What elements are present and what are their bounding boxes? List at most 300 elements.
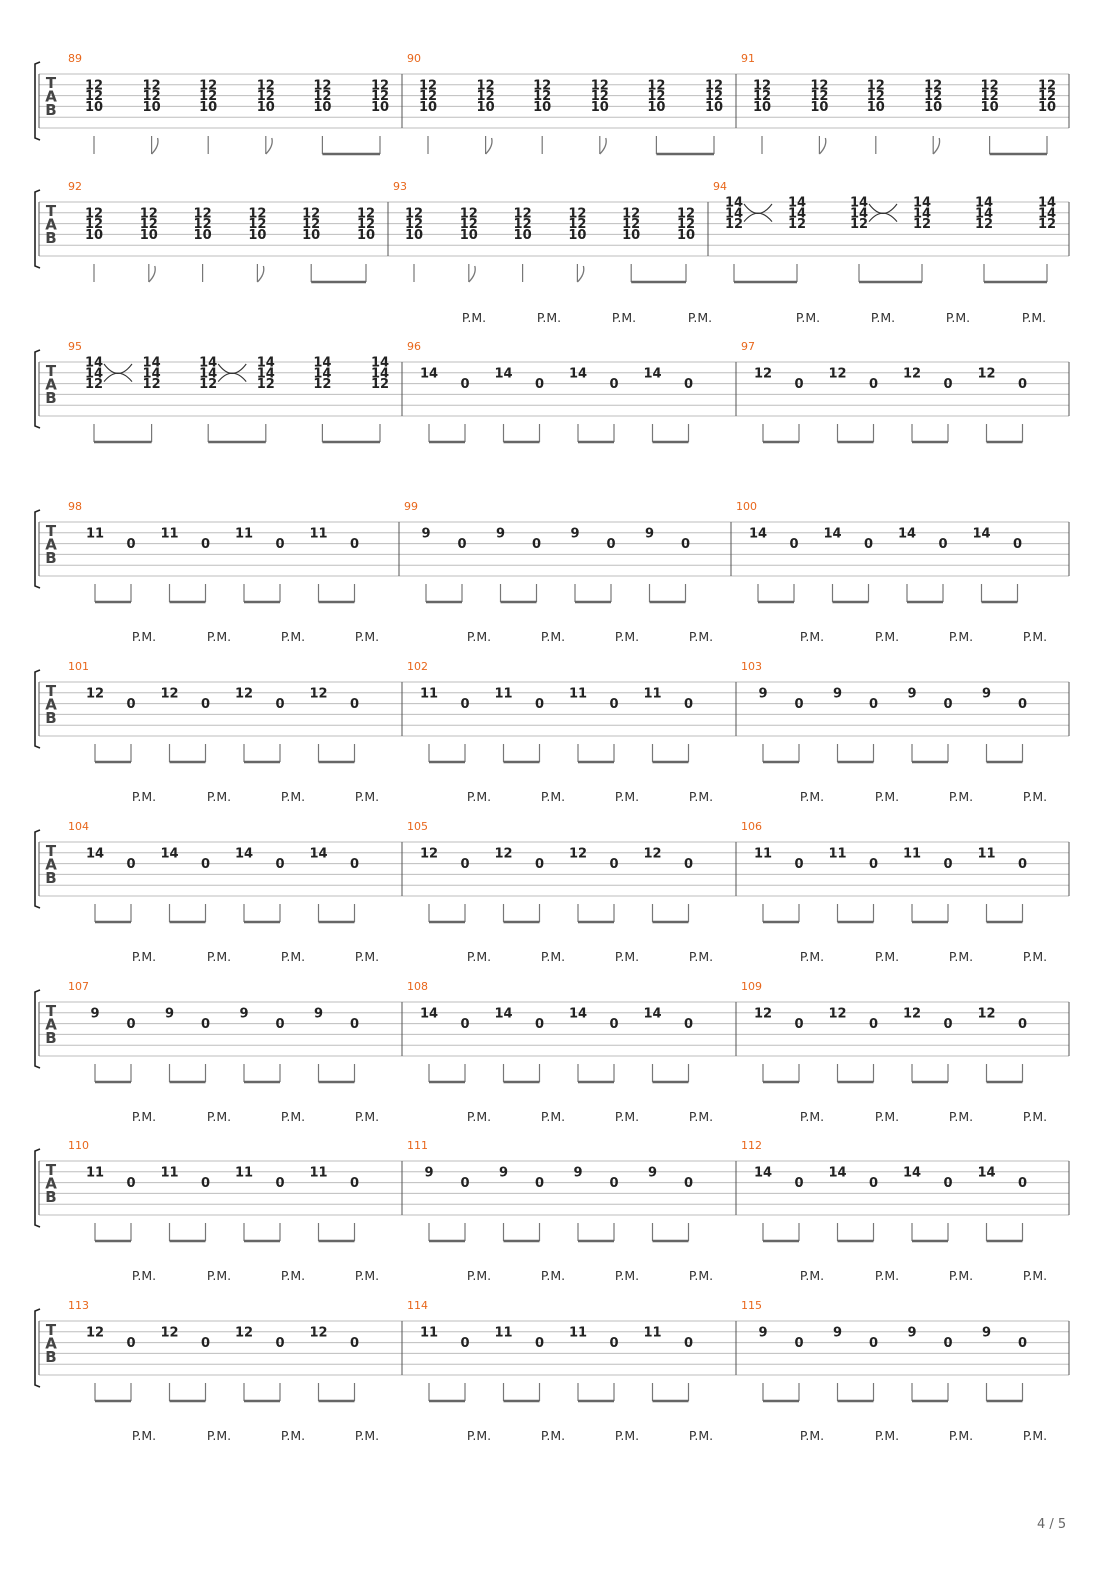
tab-clef-letter: B <box>45 709 57 727</box>
fret-number: 0 <box>683 1336 694 1352</box>
fret-number: 12 <box>828 1006 847 1022</box>
palm-mute-label: P.M. <box>131 789 157 804</box>
palm-mute-label: P.M. <box>1022 1428 1048 1443</box>
fret-number: 9 <box>164 1006 175 1022</box>
palm-mute-label: P.M. <box>466 949 492 964</box>
fret-number: 12 <box>84 78 104 94</box>
palm-mute-label: P.M. <box>540 1428 566 1443</box>
tab-clef-letter: T <box>45 74 57 92</box>
palm-mute-label: P.M. <box>131 629 157 644</box>
fret-number: 10 <box>139 227 158 243</box>
tab-clef-letter: A <box>45 535 57 554</box>
tab-clef-letter: T <box>45 202 57 220</box>
palm-mute-label: P.M. <box>131 1428 157 1443</box>
fret-number: 14 <box>849 195 869 211</box>
fret-number: 12 <box>248 217 267 233</box>
palm-mute-label: P.M. <box>799 1428 825 1443</box>
fret-number: 0 <box>534 857 545 873</box>
palm-mute-label: P.M. <box>466 1428 492 1443</box>
palm-mute-label: P.M. <box>354 789 380 804</box>
fret-number: 12 <box>356 206 376 222</box>
fret-number: 0 <box>794 857 804 873</box>
grace-slur <box>744 204 772 213</box>
note-flag <box>577 266 583 282</box>
tab-clef-letter: T <box>45 522 57 540</box>
fret-number: 9 <box>644 526 655 542</box>
fret-number: 0 <box>683 1176 694 1192</box>
fret-number: 14 <box>85 846 105 862</box>
measure-number: 96 <box>407 340 421 353</box>
fret-number: 12 <box>647 78 666 94</box>
measure-number: 103 <box>741 660 762 673</box>
tab-clef-letter: T <box>45 842 57 860</box>
fret-number: 12 <box>753 1006 773 1022</box>
fret-number: 12 <box>704 78 724 94</box>
fret-number: 11 <box>568 686 588 702</box>
fret-number: 12 <box>404 206 424 222</box>
fret-number: 0 <box>460 857 470 873</box>
measure-number: 93 <box>393 180 407 193</box>
palm-mute-label: P.M. <box>1022 629 1048 644</box>
tab-clef-letter: A <box>45 215 57 234</box>
measure-number: 89 <box>68 52 82 65</box>
palm-mute-label: P.M. <box>874 1109 900 1124</box>
fret-number: 0 <box>126 857 136 873</box>
fret-number: 9 <box>647 1165 658 1181</box>
fret-number: 12 <box>977 1006 996 1022</box>
palm-mute-label: P.M. <box>1022 1268 1048 1283</box>
fret-number: 12 <box>787 217 807 233</box>
palm-mute-label: P.M. <box>948 629 974 644</box>
palm-mute-label: P.M. <box>131 1109 157 1124</box>
fret-number: 12 <box>533 89 552 105</box>
fret-number: 12 <box>85 686 105 702</box>
fret-number: 12 <box>494 846 513 862</box>
fret-number: 12 <box>370 78 390 94</box>
measure-number: 101 <box>68 660 89 673</box>
fret-number: 0 <box>794 697 804 713</box>
note-flag <box>257 266 263 282</box>
fret-number: 14 <box>234 846 254 862</box>
fret-number: 0 <box>349 1336 360 1352</box>
fret-number: 14 <box>643 366 662 382</box>
fret-number: 14 <box>419 1006 439 1022</box>
fret-number: 14 <box>160 846 179 862</box>
fret-number: 9 <box>313 1006 324 1022</box>
fret-number: 11 <box>643 686 662 702</box>
measure-number: 90 <box>407 52 421 65</box>
fret-number: 12 <box>139 206 158 222</box>
measure-number: 100 <box>736 500 757 513</box>
fret-number: 14 <box>142 355 161 371</box>
fret-number: 12 <box>84 217 104 233</box>
fret-number: 14 <box>313 355 332 371</box>
fret-number: 12 <box>810 78 829 94</box>
tab-clef-letter: B <box>45 869 57 887</box>
fret-number: 10 <box>313 99 332 115</box>
fret-number: 11 <box>494 686 513 702</box>
fret-number: 0 <box>349 537 360 553</box>
fret-number: 11 <box>160 1165 179 1181</box>
fret-number: 14 <box>1037 206 1057 222</box>
measure-number: 104 <box>68 820 89 833</box>
fret-number: 14 <box>912 195 932 211</box>
fret-number: 12 <box>980 89 999 105</box>
fret-number: 9 <box>981 686 992 702</box>
fret-number: 11 <box>309 526 328 542</box>
fret-number: 10 <box>810 99 829 115</box>
fret-number: 14 <box>897 526 917 542</box>
fret-number: 11 <box>643 1325 662 1341</box>
grace-slur <box>869 204 897 213</box>
fret-number: 12 <box>84 377 104 393</box>
palm-mute-label: P.M. <box>614 789 640 804</box>
palm-mute-label: P.M. <box>280 789 306 804</box>
fret-number: 12 <box>568 206 587 222</box>
fret-number: 0 <box>794 377 804 393</box>
palm-mute-label: P.M. <box>1022 949 1048 964</box>
fret-number: 0 <box>938 537 948 553</box>
measure-number: 111 <box>407 1139 428 1152</box>
palm-mute-label: P.M. <box>948 949 974 964</box>
grace-slur <box>869 213 897 221</box>
palm-mute-label: P.M. <box>131 949 157 964</box>
grace-slur <box>744 213 772 221</box>
fret-number: 12 <box>568 217 587 233</box>
fret-number: 12 <box>622 217 641 233</box>
fret-number: 12 <box>142 89 161 105</box>
fret-number: 14 <box>313 366 332 382</box>
fret-number: 0 <box>349 1176 360 1192</box>
fret-number: 12 <box>676 217 696 233</box>
palm-mute-label: P.M. <box>540 789 566 804</box>
fret-number: 9 <box>758 1325 768 1341</box>
fret-number: 9 <box>495 526 506 542</box>
fret-number: 0 <box>680 537 691 553</box>
fret-number: 0 <box>275 537 285 553</box>
fret-number: 0 <box>200 1176 211 1192</box>
fret-number: 14 <box>419 366 439 382</box>
fret-number: 10 <box>980 99 999 115</box>
palm-mute-label: P.M. <box>461 310 487 325</box>
fret-number: 0 <box>460 1176 470 1192</box>
fret-number: 10 <box>302 227 321 243</box>
fret-number: 10 <box>676 227 696 243</box>
fret-number: 12 <box>704 89 724 105</box>
palm-mute-label: P.M. <box>614 1268 640 1283</box>
fret-number: 0 <box>460 1336 470 1352</box>
note-flag <box>266 138 272 154</box>
tab-clef-letter: B <box>45 549 57 567</box>
fret-number: 12 <box>313 78 332 94</box>
note-flag <box>933 138 939 154</box>
fret-number: 11 <box>568 1325 588 1341</box>
fret-number: 0 <box>1017 377 1028 393</box>
fret-number: 0 <box>943 1017 953 1033</box>
fret-number: 12 <box>828 366 847 382</box>
tab-clef-letter: T <box>45 1321 57 1339</box>
fret-number: 0 <box>683 377 694 393</box>
fret-number: 14 <box>753 1165 773 1181</box>
fret-number: 0 <box>349 697 360 713</box>
tab-clef-letter: B <box>45 1029 57 1047</box>
fret-number: 12 <box>810 89 829 105</box>
fret-number: 0 <box>200 1336 211 1352</box>
fret-number: 12 <box>356 217 376 233</box>
fret-number: 11 <box>234 1165 254 1181</box>
palm-mute-label: P.M. <box>280 1109 306 1124</box>
fret-number: 12 <box>256 89 275 105</box>
tab-clef-letter: T <box>45 1161 57 1179</box>
fret-number: 14 <box>199 366 218 382</box>
palm-mute-label: P.M. <box>1022 1109 1048 1124</box>
tab-clef-letter: A <box>45 1334 57 1353</box>
fret-number: 12 <box>622 206 641 222</box>
fret-number: 0 <box>609 857 619 873</box>
measure-number: 94 <box>713 180 727 193</box>
palm-mute-label: P.M. <box>206 1428 232 1443</box>
fret-number: 12 <box>419 846 439 862</box>
fret-number: 12 <box>199 89 218 105</box>
fret-number: 9 <box>421 526 431 542</box>
fret-number: 14 <box>494 366 513 382</box>
fret-number: 12 <box>676 206 696 222</box>
palm-mute-label: P.M. <box>948 1109 974 1124</box>
palm-mute-label: P.M. <box>688 629 714 644</box>
fret-number: 12 <box>302 217 321 233</box>
palm-mute-label: P.M. <box>280 949 306 964</box>
grace-slur <box>218 364 246 373</box>
fret-number: 12 <box>418 78 438 94</box>
fret-number: 12 <box>142 377 161 393</box>
measure-number: 99 <box>404 500 418 513</box>
palm-mute-label: P.M. <box>799 1109 825 1124</box>
fret-number: 12 <box>234 686 254 702</box>
fret-number: 9 <box>498 1165 509 1181</box>
fret-number: 14 <box>199 355 218 371</box>
fret-number: 12 <box>752 89 772 105</box>
palm-mute-label: P.M. <box>280 629 306 644</box>
fret-number: 12 <box>459 206 478 222</box>
tab-clef-letter: T <box>45 682 57 700</box>
tab-clef-letter: B <box>45 389 57 407</box>
fret-number: 12 <box>1037 217 1057 233</box>
fret-number: 0 <box>275 1017 285 1033</box>
fret-number: 0 <box>200 1017 211 1033</box>
fret-number: 0 <box>943 377 953 393</box>
measure-number: 107 <box>68 980 89 993</box>
palm-mute-label: P.M. <box>466 789 492 804</box>
fret-number: 12 <box>590 89 609 105</box>
fret-number: 10 <box>590 99 609 115</box>
fret-number: 12 <box>85 1325 105 1341</box>
note-flag <box>152 138 158 154</box>
fret-number: 0 <box>1017 857 1028 873</box>
fret-number: 10 <box>924 99 943 115</box>
fret-number: 11 <box>828 846 847 862</box>
palm-mute-label: P.M. <box>614 1109 640 1124</box>
palm-mute-label: P.M. <box>540 1268 566 1283</box>
fret-number: 0 <box>126 697 136 713</box>
palm-mute-label: P.M. <box>206 629 232 644</box>
measure-number: 109 <box>741 980 762 993</box>
fret-number: 10 <box>199 99 218 115</box>
fret-number: 14 <box>142 366 161 382</box>
fret-number: 10 <box>256 99 275 115</box>
fret-number: 0 <box>275 1336 285 1352</box>
fret-number: 14 <box>256 355 275 371</box>
palm-mute-label: P.M. <box>280 1428 306 1443</box>
palm-mute-label: P.M. <box>799 629 825 644</box>
note-flag <box>149 266 155 282</box>
fret-number: 12 <box>313 89 332 105</box>
fret-number: 9 <box>832 1325 843 1341</box>
fret-number: 12 <box>313 377 332 393</box>
fret-number: 11 <box>85 1165 105 1181</box>
fret-number: 10 <box>193 227 212 243</box>
fret-number: 12 <box>980 78 999 94</box>
fret-number: 0 <box>1017 1176 1028 1192</box>
fret-number: 0 <box>534 377 545 393</box>
fret-number: 10 <box>476 99 495 115</box>
fret-number: 12 <box>370 89 390 105</box>
tab-clef-letter: B <box>45 101 57 119</box>
measure-number: 114 <box>407 1299 428 1312</box>
measure-number: 106 <box>741 820 762 833</box>
palm-mute-label: P.M. <box>948 1268 974 1283</box>
palm-mute-label: P.M. <box>688 1428 714 1443</box>
fret-number: 0 <box>1012 537 1023 553</box>
grace-slur <box>218 373 246 381</box>
fret-number: 0 <box>943 857 953 873</box>
fret-number: 12 <box>912 217 932 233</box>
fret-number: 0 <box>349 857 360 873</box>
measure-number: 108 <box>407 980 428 993</box>
fret-number: 12 <box>142 78 161 94</box>
palm-mute-label: P.M. <box>466 1268 492 1283</box>
palm-mute-label: P.M. <box>354 949 380 964</box>
fret-number: 11 <box>977 846 996 862</box>
fret-number: 12 <box>753 366 773 382</box>
tab-clef-letter: A <box>45 695 57 714</box>
fret-number: 11 <box>309 1165 328 1181</box>
palm-mute-label: P.M. <box>874 949 900 964</box>
fret-number: 10 <box>418 99 438 115</box>
fret-number: 12 <box>199 377 218 393</box>
fret-number: 10 <box>142 99 161 115</box>
palm-mute-label: P.M. <box>688 1268 714 1283</box>
fret-number: 14 <box>724 206 744 222</box>
fret-number: 12 <box>902 366 922 382</box>
tab-clef-letter: B <box>45 1188 57 1206</box>
fret-number: 12 <box>902 1006 922 1022</box>
fret-number: 10 <box>647 99 666 115</box>
palm-mute-label: P.M. <box>611 310 637 325</box>
fret-number: 9 <box>907 1325 917 1341</box>
fret-number: 10 <box>533 99 552 115</box>
fret-number: 0 <box>460 697 470 713</box>
fret-number: 14 <box>494 1006 513 1022</box>
fret-number: 0 <box>868 377 879 393</box>
palm-mute-label: P.M. <box>688 789 714 804</box>
palm-mute-label: P.M. <box>688 1109 714 1124</box>
fret-number: 0 <box>868 857 879 873</box>
fret-number: 0 <box>126 1336 136 1352</box>
fret-number: 12 <box>849 217 869 233</box>
fret-number: 11 <box>902 846 922 862</box>
fret-number: 12 <box>974 217 994 233</box>
palm-mute-label: P.M. <box>1022 789 1048 804</box>
fret-number: 0 <box>863 537 874 553</box>
measure-number: 98 <box>68 500 82 513</box>
fret-number: 0 <box>868 1017 879 1033</box>
fret-number: 11 <box>753 846 773 862</box>
fret-number: 0 <box>275 857 285 873</box>
palm-mute-label: P.M. <box>795 310 821 325</box>
fret-number: 0 <box>534 1336 545 1352</box>
fret-number: 9 <box>981 1325 992 1341</box>
palm-mute-label: P.M. <box>354 1268 380 1283</box>
fret-number: 0 <box>126 1017 136 1033</box>
palm-mute-label: P.M. <box>206 1268 232 1283</box>
fret-number: 14 <box>568 1006 588 1022</box>
fret-number: 14 <box>823 526 842 542</box>
fret-number: 12 <box>418 89 438 105</box>
fret-number: 0 <box>275 697 285 713</box>
fret-number: 0 <box>534 697 545 713</box>
fret-number: 12 <box>193 206 212 222</box>
palm-mute-label: P.M. <box>799 1268 825 1283</box>
palm-mute-label: P.M. <box>799 789 825 804</box>
fret-number: 12 <box>513 217 532 233</box>
tab-clef-letter: B <box>45 1348 57 1366</box>
palm-mute-label: P.M. <box>131 1268 157 1283</box>
palm-mute-label: P.M. <box>466 1109 492 1124</box>
fret-number: 0 <box>868 1336 879 1352</box>
fret-number: 0 <box>126 537 136 553</box>
fret-number: 0 <box>609 697 619 713</box>
measure-number: 95 <box>68 340 82 353</box>
fret-number: 10 <box>459 227 478 243</box>
palm-mute-label: P.M. <box>614 949 640 964</box>
fret-number: 12 <box>248 206 267 222</box>
palm-mute-label: P.M. <box>206 789 232 804</box>
fret-number: 9 <box>758 686 768 702</box>
fret-number: 12 <box>309 1325 328 1341</box>
fret-number: 12 <box>1037 78 1057 94</box>
measure-number: 112 <box>741 1139 762 1152</box>
fret-number: 14 <box>1037 195 1057 211</box>
measure-number: 113 <box>68 1299 89 1312</box>
measure-number: 91 <box>741 52 755 65</box>
fret-number: 12 <box>370 377 390 393</box>
fret-number: 10 <box>84 99 104 115</box>
fret-number: 0 <box>683 697 694 713</box>
fret-number: 0 <box>200 857 211 873</box>
fret-number: 12 <box>476 78 495 94</box>
fret-number: 14 <box>370 355 390 371</box>
fret-number: 14 <box>309 846 328 862</box>
fret-number: 14 <box>643 1006 662 1022</box>
fret-number: 12 <box>160 686 179 702</box>
fret-number: 0 <box>794 1017 804 1033</box>
fret-number: 10 <box>568 227 587 243</box>
fret-number: 14 <box>849 206 869 222</box>
measure-number: 105 <box>407 820 428 833</box>
fret-number: 0 <box>534 1176 545 1192</box>
fret-number: 9 <box>424 1165 434 1181</box>
fret-number: 12 <box>139 217 158 233</box>
